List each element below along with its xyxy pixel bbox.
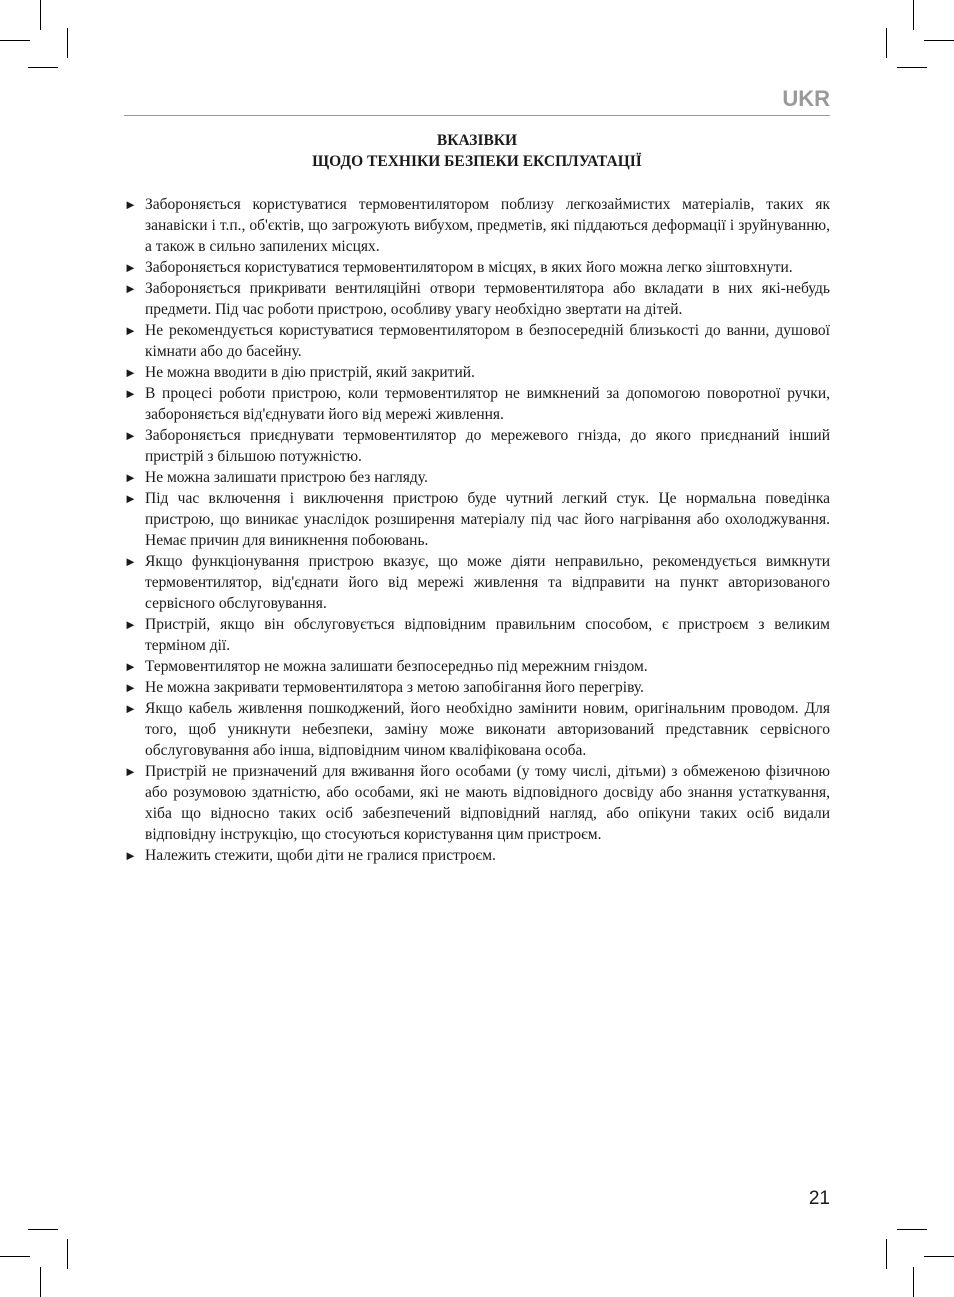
- bullet-arrow-icon: ►: [124, 617, 137, 632]
- bullet-arrow-icon: ►: [124, 428, 137, 443]
- bullet-arrow-icon: ►: [124, 848, 137, 863]
- page-number: 21: [808, 1188, 830, 1209]
- list-item-text: Пристрій, якщо він обслуговується відповідним правильним способом, є пристроєм з великим терміном дії.: [145, 616, 830, 654]
- crop-mark: [0, 1256, 30, 1257]
- crop-mark: [924, 1256, 954, 1257]
- bullet-arrow-icon: ►: [124, 260, 137, 275]
- title-line-1: ВКАЗІВКИ: [436, 132, 518, 149]
- safety-instructions-list: [124, 194, 830, 866]
- crop-mark: [67, 28, 68, 58]
- crop-mark: [40, 0, 41, 30]
- list-item: [124, 698, 830, 761]
- crop-mark: [67, 1239, 68, 1269]
- list-item-text: Не можна закривати термовентилятора з метою запобігання його перегріву.: [145, 679, 644, 696]
- crop-mark: [924, 40, 954, 41]
- crop-mark: [913, 0, 914, 30]
- bullet-arrow-icon: ►: [124, 470, 137, 485]
- bullet-arrow-icon: ►: [124, 386, 137, 401]
- language-code: UKR: [782, 86, 830, 111]
- header-rule: [124, 115, 830, 116]
- list-item-text: Не можна вводити в дію пристрій, який закритий.: [145, 364, 475, 381]
- list-item: [124, 551, 830, 614]
- list-item-text: В процесі роботи пристрою, коли термовентилятор не вимкнений за допомогою поворотної ручки, забороняється від'єднувати його від мережі живлення.: [145, 385, 830, 423]
- bullet-arrow-icon: ►: [124, 554, 137, 569]
- list-item: [124, 383, 830, 425]
- bullet-arrow-icon: ►: [124, 659, 137, 674]
- list-item: [124, 278, 830, 320]
- bullet-arrow-icon: ►: [124, 680, 137, 695]
- title-line-2: ЩОДО ТЕХНІКИ БЕЗПЕКИ ЕКСПЛУАТАЦІЇ: [312, 153, 642, 170]
- list-item-text: Забороняється користуватися термовентилятором в місцях, в яких його можна легко зіштовхнути.: [145, 259, 793, 276]
- list-item-text: Якщо кабель живлення пошкоджений, його необхідно замінити новим, оригінальним проводом. Для того, щоб уникнути небезпеки, заміну може виконати авторизований представник сервісного обслуговування або інша, відповідним чином кваліфікована особа.: [145, 700, 830, 759]
- bullet-arrow-icon: ►: [124, 197, 137, 212]
- crop-mark: [913, 1267, 914, 1297]
- list-item-text: Пристрій не призначений для вживання його особами (у тому числі, дітьми) з обмеженою фізичною або розумовою здатністю, або особами, які не мають відповідного досвіду або знання устаткування, хіба що відносно таких осіб забезпечений відповідний нагляд, або опікуни таких осіб видали відповідну інструкцію, що стосуються користування цим пристроєм.: [145, 763, 830, 843]
- list-item-text: Термовентилятор не можна залишати безпосередньо під мережним гніздом.: [145, 658, 648, 675]
- list-item: [124, 362, 830, 383]
- list-item-text: Під час включення і виключення пристрою буде чутний легкий стук. Це нормальна поведінка пристрою, що виникає унаслідок розширення матеріалу під час його нагрівання або охолоджування. Немає причин для виникнення побоювань.: [145, 490, 830, 549]
- page-title: [124, 130, 830, 172]
- bullet-arrow-icon: ►: [124, 281, 137, 296]
- bullet-arrow-icon: ►: [124, 491, 137, 506]
- crop-mark: [897, 1229, 927, 1230]
- crop-mark: [28, 1229, 58, 1230]
- crop-mark: [886, 1239, 887, 1269]
- crop-mark: [28, 67, 58, 68]
- list-item: [124, 845, 830, 866]
- list-item-text: Забороняється прикривати вентиляційні отвори термовентилятора або вкладати в них які-небудь предмети. Під час роботи пристрою, особливу увагу необхідно звертати на дітей.: [145, 280, 830, 318]
- list-item: [124, 320, 830, 362]
- crop-mark: [40, 1267, 41, 1297]
- list-item: [124, 467, 830, 488]
- list-item: [124, 194, 830, 257]
- bullet-arrow-icon: ►: [124, 701, 137, 716]
- list-item: [124, 761, 830, 845]
- list-item: [124, 488, 830, 551]
- list-item: [124, 677, 830, 698]
- list-item-text: Забороняється приєднувати термовентилятор до мережевого гнізда, до якого приєднаний інший пристрій з більшою потужністю.: [145, 427, 830, 465]
- list-item-text: Не рекомендується користуватися термовентилятором в безпосередній близькості до ванни, душової кімнати або до басейну.: [145, 322, 830, 360]
- list-item-text: Якщо функціонування пристрою вказує, що може діяти неправильно, рекомендується вимкнути термовентилятор, від'єднати його від мережі живлення та відправити на пункт авторизованого сервісного обслуговування.: [145, 553, 830, 612]
- bullet-arrow-icon: ►: [124, 365, 137, 380]
- list-item-text: Не можна залишати пристрою без нагляду.: [145, 469, 428, 486]
- list-item: [124, 425, 830, 467]
- crop-mark: [886, 28, 887, 58]
- list-item-text: Забороняється користуватися термовентилятором поблизу легкозаймистих матеріалів, таких як занавіски і т.п., об'єктів, що загрожують вибухом, предметів, які піддаються деформації і зруйнуванню, а також в сильно запилених місцях.: [145, 196, 830, 255]
- bullet-arrow-icon: ►: [124, 764, 137, 779]
- crop-mark: [0, 40, 30, 41]
- bullet-arrow-icon: ►: [124, 323, 137, 338]
- list-item: [124, 656, 830, 677]
- list-item: [124, 614, 830, 656]
- list-item-text: Належить стежити, щоби діти не гралися пристроєм.: [145, 847, 496, 864]
- list-item: [124, 257, 830, 278]
- crop-mark: [897, 67, 927, 68]
